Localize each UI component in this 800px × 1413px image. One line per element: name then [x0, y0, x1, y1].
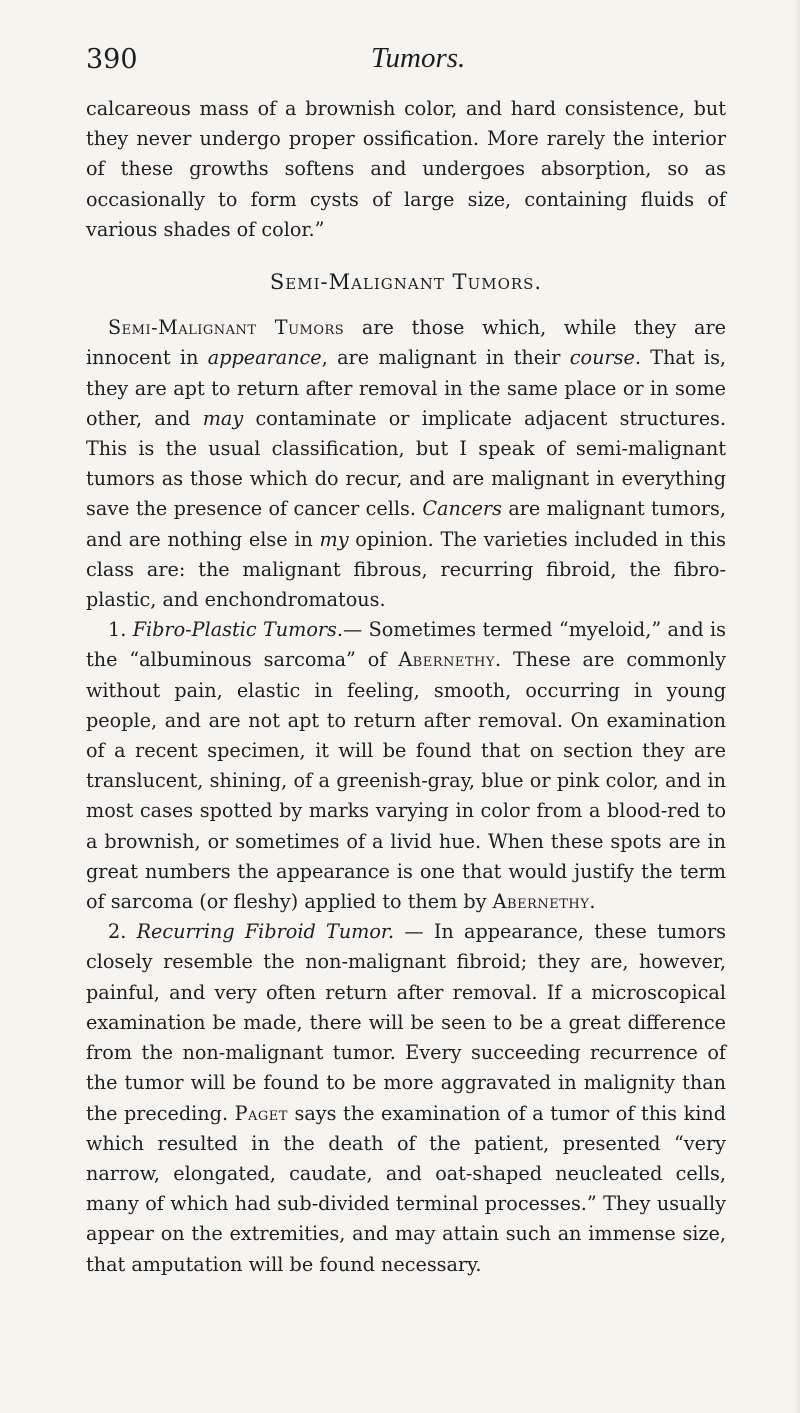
- emphasis: my: [319, 527, 349, 551]
- page-body: [86, 94, 726, 1280]
- text-run: .: [589, 890, 596, 914]
- paragraph-recurring-fibroid: [86, 917, 726, 1279]
- author-name: Abernethy: [398, 648, 495, 672]
- text-run: , are malignant in their: [321, 346, 570, 370]
- text-run: opinion. The varieties included in this class are: the malignant fibrous, recurring fibroid, the fibro-plastic, and enchondromatous.: [86, 527, 726, 612]
- author-name: Abernethy: [492, 890, 590, 914]
- text-run: — Sometimes termed “myeloid,” and is the “albuminous sarcoma” of: [86, 618, 726, 672]
- text-run: . These are commonly without pain, elastic in feeling, smooth, occurring in young people, and are not apt to return after removal. On examination of a recent specimen, it will be found that on section they are translucent, shining, of a greenish-gray, blue or pink color, and in most cases spotted by marks varying in color from a blood-red to a brownish, or sometimes of a livid hue. When these spots are in great numbers the appearance is one that would justify the term of sarcoma (or fleshy) applied to them by: [86, 648, 726, 914]
- paragraph-semi-malignant: [86, 313, 726, 615]
- page-edge-shadow: [794, 0, 800, 1413]
- text-run: are those which, while they are innocent in: [86, 316, 726, 370]
- text-run: are malignant tumors, and are nothing else in: [86, 497, 726, 551]
- author-name: Paget: [234, 1101, 288, 1125]
- lead-term: Semi-Malignant Tumors: [108, 316, 345, 340]
- intro-paragraph: calcareous mass of a brownish color, and hard consistence, but they never undergo proper ossification. More rarely the interior of these growths softens and undergoes absorption, so as occasionally to form cysts of large size, containing fluids of various shades of color.”: [86, 97, 726, 241]
- text-run: . That is, they are apt to return after removal in the same place or in some other, and: [86, 346, 727, 430]
- emphasis: appearance: [207, 346, 322, 370]
- section-heading: Semi-Malignant Tumors.: [269, 270, 543, 295]
- emphasis: course: [569, 346, 635, 370]
- page-number: 390: [86, 44, 138, 75]
- text-run: — In appearance, these tumors closely resemble the non-malignant fibroid; they are, however, painful, and very often return after removal. If a microscopical examination be made, there will be seen to be a great difference from the non-malignant tumor. Every succeeding recurrence of the tumor will be found to be more aggravated in malignity than the preceding.: [86, 920, 726, 1125]
- item-number: 2.: [108, 920, 137, 944]
- item-title: Fibro-Plastic Tumors.: [132, 618, 343, 642]
- emphasis: may: [202, 406, 244, 430]
- running-title: Tumors.: [371, 42, 466, 74]
- page-header: [86, 44, 726, 84]
- paragraph-fibro-plastic: [86, 615, 726, 917]
- emphasis: Cancers: [422, 497, 502, 521]
- item-number: 1.: [108, 618, 133, 642]
- text-run: says the examination of a tumor of this kind which resulted in the death of the patient, presented “very narrow, elongated, caudate, and oat-shaped neucleated cells, many of which had sub-divided terminal processes.” They usually appear on the extremities, and may attain such an immense size, that amputation will be found necessary.: [86, 1101, 726, 1276]
- item-title: Recurring Fibroid Tumor.: [136, 920, 395, 944]
- text-run: contaminate or implicate adjacent structures. This is the usual classification, but I speak of semi-malignant tumors as those which do recur, and are malignant in everything save the presence of cancer cells.: [86, 406, 727, 521]
